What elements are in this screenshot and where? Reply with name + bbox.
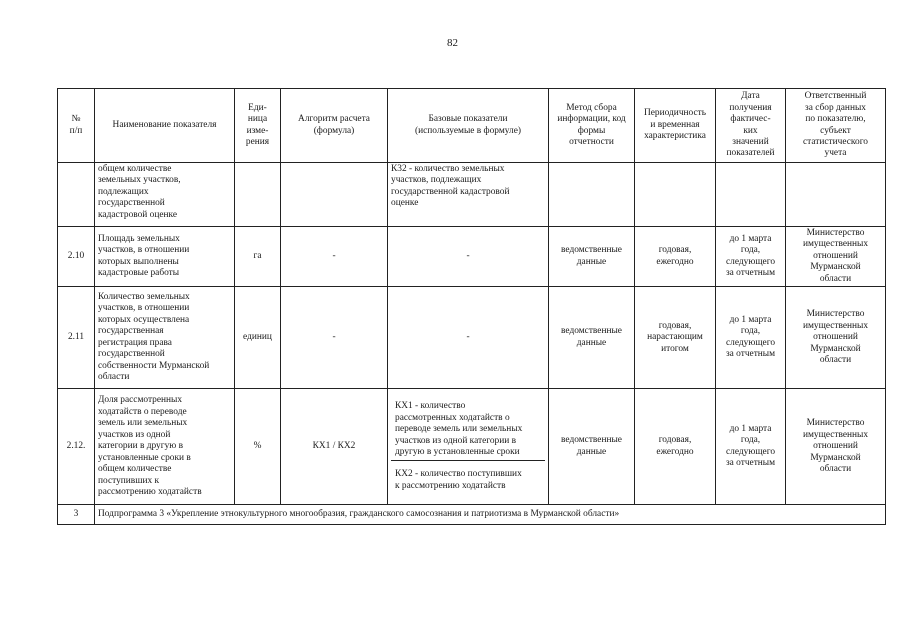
header-name: Наименование показателя xyxy=(95,89,235,163)
header-base: Базовые показатели (используемые в формуле) xyxy=(388,89,549,163)
cell-name: общем количестве земельных участков, подлежащих государственной кадастровой оценке xyxy=(95,163,235,227)
cell-name: Количество земельных участков, в отношении которых осуществлена государственная регистрация права государственной собственности Мурманской области xyxy=(95,287,235,389)
header-period: Периодичность и временная характеристика xyxy=(635,89,716,163)
table-row xyxy=(58,287,886,389)
cell-name: Доля рассмотренных ходатайств о переводе земель или земельных участков из одной категории в другую в установленные сроки в общем количестве поступивших к рассмотрению ходатайств xyxy=(95,389,235,505)
cell-unit: единиц xyxy=(235,287,281,389)
subprogram-num: 3 xyxy=(58,505,95,525)
header-method: Метод сбора информации, код формы отчетности xyxy=(549,89,635,163)
page-number: 82 xyxy=(447,37,458,49)
cell-base: - xyxy=(388,287,549,389)
cell-base-kx2: КХ2 - количество поступивших к рассмотрению ходатайств xyxy=(395,469,522,491)
cell-date: до 1 марта года, следующего за отчетным xyxy=(716,227,786,287)
table-row xyxy=(58,389,886,505)
cell-algorithm: - xyxy=(281,287,388,389)
cell-method: ведомственные данные xyxy=(549,227,635,287)
subprogram-title: Подпрограмма 3 «Укрепление этнокультурного многообразия, гражданского самосознания и патриотизма в Мурманской области» xyxy=(95,505,886,525)
cell-date: до 1 марта года, следующего за отчетным xyxy=(716,287,786,389)
cell-method xyxy=(549,163,635,227)
cell-num: 2.12. xyxy=(58,389,95,505)
header-responsible: Ответственный за сбор данных по показателю, субъект статистического учета xyxy=(786,89,886,163)
cell-algorithm: - xyxy=(281,227,388,287)
cell-algorithm xyxy=(281,163,388,227)
header-num: № п/п xyxy=(58,89,95,163)
cell-name: Площадь земельных участков, в отношении которых выполнены кадастровые работы xyxy=(95,227,235,287)
header-row xyxy=(58,89,886,163)
cell-method: ведомственные данные xyxy=(549,389,635,505)
indicators-table xyxy=(57,88,886,525)
subprogram-row xyxy=(58,505,886,525)
cell-period: годовая, ежегодно xyxy=(635,389,716,505)
cell-base: - xyxy=(388,227,549,287)
cell-period: годовая, ежегодно xyxy=(635,227,716,287)
cell-num: 2.11 xyxy=(58,287,95,389)
cell-period xyxy=(635,163,716,227)
cell-responsible: Министерство имущественных отношений Мурманской области xyxy=(786,287,886,389)
cell-unit: га xyxy=(235,227,281,287)
cell-method: ведомственные данные xyxy=(549,287,635,389)
cell-base: К32 - количество земельных участков, подлежащих государственной кадастровой оценке xyxy=(388,163,549,227)
cell-responsible xyxy=(786,163,886,227)
cell-date: до 1 марта года, следующего за отчетным xyxy=(716,389,786,505)
cell-base-kx1: КХ1 - количество рассмотренных ходатайств о переводе земель или земельных участков из одной категории в другую в установленные сроки xyxy=(391,399,545,461)
cell-period: годовая, нарастающим итогом xyxy=(635,287,716,389)
cell-responsible: Министерство имущественных отношений Мурманской области xyxy=(786,227,886,287)
header-algorithm: Алгоритм расчета (формула) xyxy=(281,89,388,163)
cell-num: 2.10 xyxy=(58,227,95,287)
cell-num xyxy=(58,163,95,227)
cell-date xyxy=(716,163,786,227)
cell-algorithm: КХ1 / КХ2 xyxy=(281,389,388,505)
cell-unit xyxy=(235,163,281,227)
header-unit: Еди- ница изме- рения xyxy=(235,89,281,163)
table-row xyxy=(58,227,886,287)
cell-base xyxy=(388,389,549,505)
header-date: Дата получения фактичес- ких значений показателей xyxy=(716,89,786,163)
cell-responsible: Министерство имущественных отношений Мурманской области xyxy=(786,389,886,505)
table-row xyxy=(58,163,886,227)
cell-unit: % xyxy=(235,389,281,505)
